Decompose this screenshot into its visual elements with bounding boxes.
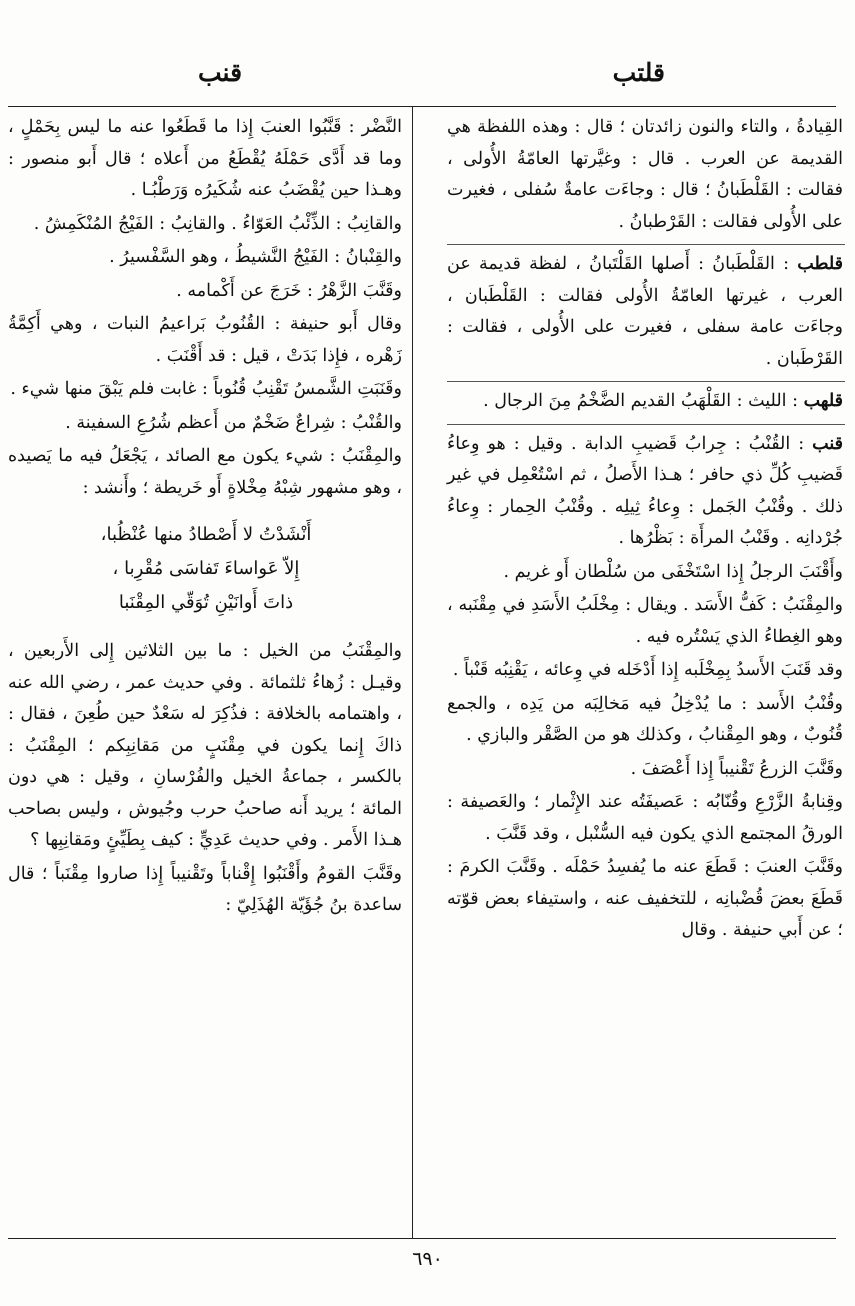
paragraph: والمِقْنَبُ من الخيل : ما بين الثلاثين إِلى الأَربعين ، وقيـل : زُهاءُ ثلثمائة . وفي حديث عمر ، رضي الله عنه ، واهتمامه بالخلافة : فذُكِرَ له سَعْدٌ حين طُعِنَ ، فقال : ذاكَ إِنما يكون في مِقْنَبٍ من مَقانِبِكم ؛ المِقْنَبُ : بالكسر ، جماعةُ الخيل والفُرْسانِ ، وقيل : هي دون المائة ؛ يريد أَنه صاحبُ حرب وجُيوش ، وليس بصاحب هـذا الأَمر . وفي حديث عَدِيٍّ : كيف بِطَيِّئٍ ومَقانِبِها ؟ — [8, 641, 402, 850]
headword: قلطب — [797, 254, 843, 274]
paragraph: القِيادةُ ، والتاء والنون زائدتان ؛ قال : وهذه اللفظة هي القديمة عن العرب . قال : وغيَّرتها العامّةُ الأُولى ، فقالت : القَلْطَبانُ ؛ قال : وجاءَت عامةٌ سُفلى ، فغيرت على الأُولى فقالت : القَرْطبانُ . — [447, 117, 843, 232]
poetry-verse — [8, 518, 404, 620]
paragraph: وقَنَبَتِ الشَّمسُ تَقْنِبُ قُنُوباً : غابت فلم يَبْقَ منها شيء . — [10, 379, 402, 399]
paragraph: وقَنَّبَ الزرعُ تَقْنيباً إِذا أَعْصَفَ . — [630, 758, 843, 779]
paragraph: والقانِبُ : الذِّئْبُ العَوّاءُ . والقانِبُ : الفَيْجُ المُنْكَمِشُ . — [33, 213, 402, 234]
verse-line: أَنْشَدْتُ لا أَصْطادُ منها عُنْظُبا، — [100, 524, 312, 545]
paragraph: وأَقْنَبَ الرجلُ إِذا اسْتَخْفَى من سُلْطان أَو غريم . — [503, 561, 843, 582]
dictionary-entry: قلطب : القَلْطَبانُ : أَصلها القَلْتَبانُ ، لفظة قديمة عن العرب ، غيرتها العامّةُ الأُولى فقالت : القَلْطَبان ، وجاءَت عامة سفلى ، فغيرت على الأُولى ، فقالت : القَرْطَبان . — [447, 244, 845, 375]
dictionary-entry: قنب : القُنْبُ : جِرابُ قَضيبِ الدابة . وقيل : هو وِعاءُ قَضيبِ كُلِّ ذي حافر ؛ هـذا الأَصلُ ، ثم اسْتُعْمِل في غير ذلك . وقُنْبُ الجَمل : وِعاءُ ثِيلِه . وقُنْبُ الحِمار : وِعاءُ جُرْدانِه . وقَنْبُ المرأَة : بَظْرُها . — [447, 424, 845, 555]
paragraph: وقَنَّبَ الزَّهْرُ : خَرَجَ عن أَكْمامه . — [176, 280, 402, 301]
paragraph: والقُنْبُ : شِراعٌ ضَخْمٌ من أَعظم شُرُعِ السفينة . — [65, 412, 402, 433]
left-running-title: قنب — [198, 58, 243, 87]
page-number: ٦٩٠ — [412, 1248, 443, 1270]
footer-rule — [8, 1238, 836, 1239]
headword: قنب — [812, 433, 843, 454]
verse-line: إِلاّ عَواساءَ تَفاسَى مُقْرِبا ، — [112, 558, 300, 579]
paragraph: وقد قَنَبَ الأَسدُ بِمِخْلَبه إِذا أَدْخَله في وِعائه ، يَقْنِبُه قَنْباً . — [452, 660, 843, 680]
left-column — [8, 112, 404, 922]
paragraph: وقَنَّبَ العنبَ : قَطَعَ عنه ما يُفسِدُ حَمْلَه . وقَنَّبَ الكرمَ : قَطَعَ بعضَ قُضْبانِه ، للتخفيف عنه ، واستيفاء بعض قوّته ؛ عن أَبي حنيفة . وقال — [447, 857, 843, 940]
paragraph: النَّضْر : قَنَّبُوا العنبَ إِذا ما قَطَعُوا عنه ما ليس بِحَمْلٍ ، وما قد أَدَّى حَمْلَهُ يُقْطَعُ من أَعلاه ؛ قال أَبو منصور : وهـذا حين يُقْضَبُ عنه شُكَيرُه وَرَطْبُـا . — [8, 117, 402, 200]
right-column — [447, 112, 845, 947]
paragraph: والقِنْبانُ : الفَيْجُ النَّشيطُ ، وهو السَّفْسيرُ . — [109, 247, 402, 267]
dictionary-entry: قلهب : الليث : القَلْهَبُ القديم الضَّخْمُ مِنَ الرجال . — [447, 381, 845, 418]
headword: قلهب — [803, 391, 843, 411]
paragraph: وقَنَّبَ القومُ وأَقْنَبُوا إِقْناباً وتَقْنيباً إِذا صاروا مِقْنَباً ؛ قال ساعدة بنُ جُؤَيّة الهُذَلِيّ : — [8, 863, 402, 915]
paragraph: والمِقْنَبُ : كَفُّ الأَسَد . ويقال : مِخْلَبُ الأَسَدِ في مِقْنَبه ، وهو الغِطاءُ الذي يَسْتُره فيه . — [447, 595, 843, 647]
paragraph: وقُنْبُ الأَسد : ما يُدْخِلُ فيه مَخالِبَه من يَدِه ، والجمع قُنُوبٌ ، وهو المِقْنابُ ، وكذلك هو من الصَّقْر والبازي . — [447, 693, 843, 745]
right-running-title: قلتب — [612, 58, 665, 87]
verse-line: ذاتَ أَوانَيْنِ تُوَقّي المِقْنَبا — [118, 592, 294, 613]
paragraph: وقال أَبو حنيفة : القُنُوبُ بَراعيمُ النبات ، وهي أَكِمَّةُ زَهْره ، فإِذا بَدَتْ ، قيل : قد أَقْنَبَ . — [8, 314, 402, 366]
paragraph: وقِنابةُ الزَّرْعِ وقُنّابُه : عَصيفَتُه عند الإِثْمار ؛ والعَصيفة : الورقُ المجتمع الذي يكون فيه السُّنْبل ، وقد قَنَّبَ . — [447, 792, 843, 844]
header-rule — [8, 106, 836, 107]
paragraph: والمِقْنَبُ : شيء يكون مع الصائد ، يَجْعَلُ فيه ما يَصيده ، وهو مشهور شِبْهُ مِخْلاةٍ أَو خَريطة ؛ وأَنشد : — [8, 446, 402, 498]
column-divider — [412, 106, 413, 1238]
page-header — [0, 58, 855, 98]
